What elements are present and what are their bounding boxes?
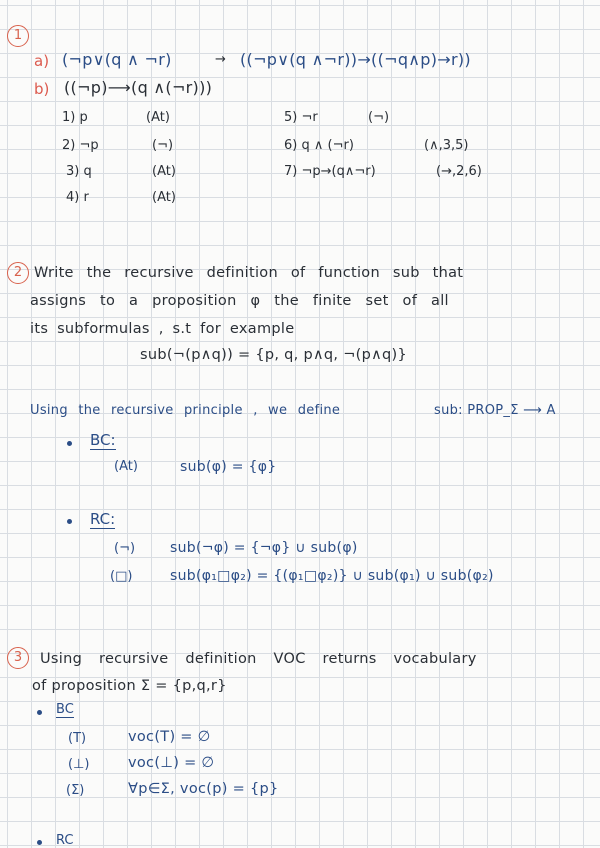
section-3-bc-label: BC: [56, 702, 74, 717]
section-2-line-2: assigns to a proposition φ the finite set of all: [30, 293, 449, 309]
bc-label: BC:: [90, 431, 116, 449]
part-b-label: b): [34, 80, 50, 98]
part-a-formula-2: ((¬p∨(q ∧¬r))→((¬q∧p)→r)): [240, 50, 471, 69]
sub-signature: sub: PROP_Σ ⟶ A: [434, 403, 556, 418]
part-b-formula: ((¬p)⟶(q ∧(¬r))): [64, 78, 213, 97]
section-3-line-2: of proposition Σ = {p,q,r}: [32, 678, 227, 694]
step-2-rule: (¬): [152, 138, 174, 153]
step-3: 3) q: [66, 164, 92, 179]
sub-example: sub(¬(p∧q)) = {p, q, p∧q, ¬(p∧q)}: [140, 347, 408, 363]
rc-neg-tag: (¬): [114, 541, 136, 556]
step-4: 4) r: [66, 190, 89, 205]
step-2: 2) ¬p: [62, 138, 99, 153]
step-3-rule: (At): [152, 164, 176, 179]
section-2-number: 2: [7, 262, 29, 284]
step-6-rule: (∧,3,5): [424, 138, 469, 153]
bullet-section-3-bc: [37, 710, 42, 715]
section-2-line-3: its subformulas , s.t for example: [30, 321, 295, 337]
part-a-label: a): [34, 52, 50, 70]
bullet-bc: [67, 441, 72, 446]
section-1-number: 1: [7, 25, 29, 47]
step-1-rule: (At): [146, 110, 170, 125]
step-4-rule: (At): [152, 190, 176, 205]
part-a-formula-1: (¬p∨(q ∧ ¬r): [62, 50, 172, 69]
voc-top-rule: voc(T) = ∅: [128, 729, 211, 745]
voc-top-tag: (T): [68, 731, 87, 746]
voc-sigma-tag: (Σ): [66, 783, 85, 798]
step-7-rule: (→,2,6): [436, 164, 482, 179]
step-6: 6) q ∧ (¬r): [284, 138, 354, 153]
step-5-rule: (¬): [368, 110, 390, 125]
section-2-line-1: Write the recursive definition of function sub that: [34, 265, 464, 281]
section-3-number: 3: [7, 647, 29, 669]
part-a-connector: →: [215, 52, 226, 67]
bullet-rc: [67, 519, 72, 524]
rc-label: RC:: [90, 510, 116, 528]
rc-neg-rule: sub(¬φ) = {¬φ} ∪ sub(φ): [170, 540, 358, 556]
step-1: 1) p: [62, 110, 88, 125]
voc-bottom-tag: (⊥): [68, 757, 90, 772]
bc-rule: sub(φ) = {φ}: [180, 459, 277, 475]
voc-sigma-rule: ∀p∈Σ, voc(p) = {p}: [128, 781, 279, 797]
recursive-principle-text: Using the recursive principle , we define: [30, 403, 341, 418]
bc-rule-tag: (At): [114, 459, 138, 474]
section-3-rc-label: RC: [56, 833, 74, 848]
voc-bottom-rule: voc(⊥) = ∅: [128, 755, 215, 771]
step-7: 7) ¬p→(q∧¬r): [284, 164, 376, 179]
rc-binary-tag: (□): [110, 569, 133, 584]
step-5: 5) ¬r: [284, 110, 318, 125]
section-3-line-1: Using recursive definition VOC returns vocabulary: [40, 651, 477, 667]
bullet-section-3-rc: [37, 840, 42, 845]
rc-binary-rule: sub(φ₁□φ₂) = {(φ₁□φ₂)} ∪ sub(φ₁) ∪ sub(φ₂): [170, 568, 494, 584]
